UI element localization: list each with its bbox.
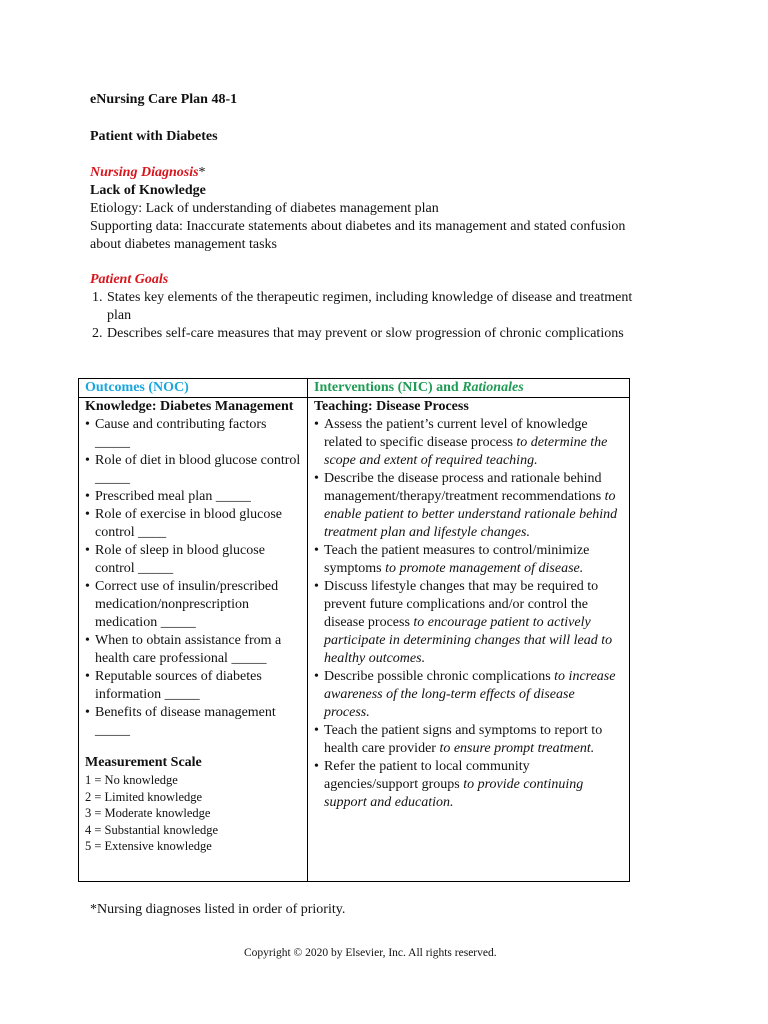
intervention-item [314, 668, 623, 722]
scale-item: 3 = Moderate knowledge [85, 806, 211, 820]
patient-goals-heading: Patient Goals [90, 272, 169, 287]
interventions-header-label: Interventions (NIC) and [314, 380, 463, 395]
intervention-action: Discuss lifestyle changes that may be required to prevent future complications and/or control the disease process [324, 579, 599, 630]
patient-goals-section [90, 271, 640, 343]
intervention-item [314, 416, 623, 470]
measurement-scale-heading: Measurement Scale [85, 755, 202, 770]
intervention-action: Describe possible chronic complications [324, 669, 555, 684]
nursing-diagnosis-heading-line [90, 164, 640, 182]
document-subtitle: Patient with Diabetes [90, 129, 218, 144]
intervention-rationale: to increase awareness of the long-term effects of disease process. [324, 669, 616, 720]
outcome-item: • Correct use of insulin/prescribed medication/nonprescription medication _____ [85, 578, 301, 632]
intervention-rationale: to ensure prompt treatment. [439, 741, 595, 756]
nursing-diagnosis-section [90, 164, 640, 254]
patient-goals-list [90, 289, 640, 343]
intervention-title: Teaching: Disease Process [314, 399, 469, 414]
outcome-item: • Prescribed meal plan _____ [85, 488, 301, 506]
interventions-list [314, 416, 623, 812]
supporting-data-text: Supporting data: Inaccurate statements about diabetes and its management and stated confusion about diabetes management tasks [90, 219, 626, 252]
intervention-rationale: to provide continuing support and education. [324, 777, 584, 810]
table-header-row [79, 379, 630, 398]
intervention-item [314, 542, 623, 578]
intervention-item [314, 722, 623, 758]
outcome-title: Knowledge: Diabetes Management [85, 399, 294, 414]
scale-item: 4 = Substantial knowledge [85, 822, 219, 837]
intervention-item [314, 578, 623, 668]
rationales-header-label: Rationales [462, 380, 524, 395]
intervention-rationale: to determine the scope and extent of required teaching. [324, 435, 608, 468]
interventions-header [308, 379, 630, 398]
diagnosis-name: Lack of Knowledge [90, 183, 206, 198]
interventions-cell [308, 398, 630, 882]
intervention-rationale: to enable patient to better understand rationale behind treatment plan and lifestyle changes. [324, 489, 618, 540]
outcome-item: • When to obtain assistance from a health care professional _____ [85, 632, 301, 668]
outcome-item: • Cause and contributing factors _____ [85, 416, 301, 452]
patient-goal-item: 1. States key elements of the therapeutic regimen, including knowledge of disease and treatment plan [106, 289, 640, 325]
scale-item: 1 = No knowledge [85, 773, 178, 787]
patient-goal-item: 2. Describes self-care measures that may prevent or slow progression of chronic complications [106, 325, 640, 343]
intervention-action: Assess the patient’s current level of knowledge related to specific disease process [324, 417, 588, 450]
intervention-action: Teach the patient signs and symptoms to report to health care provider [324, 723, 603, 756]
intervention-action: Describe the disease process and rationale behind management/therapy/treatment recommendations [324, 471, 605, 504]
table-body-row [79, 398, 630, 882]
document-title: eNursing Care Plan 48-1 [90, 92, 238, 107]
intervention-action: Teach the patient measures to control/minimize symptoms [324, 543, 590, 576]
outcomes-list [85, 416, 301, 740]
nursing-diagnosis-heading: Nursing Diagnosis [90, 165, 199, 180]
intervention-rationale: to promote management of disease. [385, 561, 584, 576]
scale-item: 5 = Extensive knowledge [85, 839, 212, 853]
outcome-item: • Reputable sources of diabetes information _____ [85, 668, 301, 704]
footnote: *Nursing diagnoses listed in order of priority. [90, 902, 346, 917]
asterisk: * [198, 165, 206, 180]
measurement-scale-list [85, 772, 301, 855]
copyright-notice: Copyright © 2020 by Elsevier, Inc. All rights reserved. [244, 947, 497, 959]
intervention-rationale: to encourage patient to actively participate in determining changes that will lead to healthy outcomes. [324, 615, 613, 666]
care-plan-table [78, 378, 630, 882]
scale-item: 2 = Limited knowledge [85, 789, 203, 804]
intervention-item [314, 470, 623, 542]
etiology-text: Etiology: Lack of understanding of diabetes management plan [90, 201, 439, 216]
intervention-action: Refer the patient to local community agencies/support groups [324, 759, 530, 792]
outcomes-header: Outcomes (NOC) [79, 379, 308, 398]
outcome-item: • Benefits of disease management _____ [85, 704, 301, 740]
outcomes-cell [79, 398, 308, 882]
outcome-item: • Role of exercise in blood glucose control ____ [85, 506, 301, 542]
outcome-item: • Role of diet in blood glucose control _____ [85, 452, 301, 488]
intervention-item [314, 758, 623, 812]
outcome-item: • Role of sleep in blood glucose control _____ [85, 542, 301, 578]
